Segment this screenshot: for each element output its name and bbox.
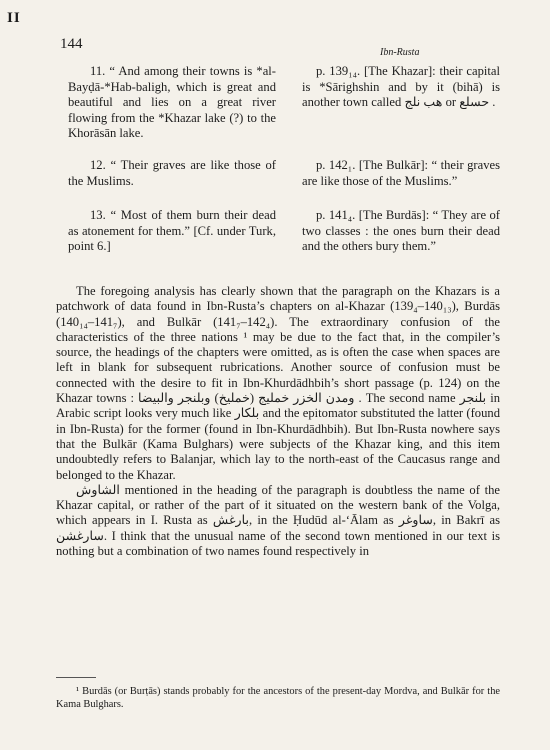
margin-mark: II [7, 10, 21, 26]
comparison-right-13: p. 141₄. [The Burdās]: “ They are of two classes : the ones burn their dead and the others bury them.” [302, 208, 500, 253]
comparison-left-12: 12. “ Their graves are like those of the Muslims. [68, 158, 276, 188]
paragraph-analysis: The foregoing analysis has clearly shown that the paragraph on the Khazars is a patchwork of data found in Ibn-Rusta’s chapters on al-Khazar (139₄–140₁₃), Burdās (140₁₄–141₇), and Bulkār (141₇–142₄). The extraordinary confusion of the characteristics of the three nations ¹ may be due to the fact that, in the compiler’s source, the headings of the chapters were omitted, as is often the case when spaces are left in blank for subsequent rubrications. Another source of confusion must be connected with the desire to fit in Ibn-Khurdādhbih’s short passage (p. 124) on the Khazar towns : ومدن الخزر خمليج (خمليخ) وبلنجر والبيضا . The second name بلنجر in Arabic script looks very much like بلكار and the epitomator substituted the latter (found in Ibn-Rusta) for the former (found in Ibn-Khurdādhbih). But Ibn-Rusta nowhere says that the Bulkār (Kama Bulghars) were subjects of the Khazar king, and this item undoubtedly refers to Balanjar, which lay to the north-east of the Caucasus range and belonged to the Khazar. [56, 284, 500, 482]
comparison-left-11: 11. “ And among their towns is *al-Bayḍā-*Hab-baligh, which is great and beautiful and lies on a great river flowing from the *Khazar lake (?) to the Khorāsān lake. [68, 64, 276, 140]
footnote-rule [56, 677, 96, 678]
paragraph-capital: الشاوش mentioned in the heading of the paragraph is doubtless the name of the Khazar capital, or rather of the part of it situated on the western bank of the Volga, which appears in I. Rusta as بارغش, in the Ḥudūd al-‘Ālam as ساوغر, in Bakrī as سارغشن. I think that the unusual name of the second town mentioned in our text is nothing but a combination of two names found respectively in [56, 482, 500, 559]
page-number: 144 [60, 36, 83, 52]
comparison-left-13: 13. “ Most of them burn their dead as atonement for them.” [Cf. under Turk, point 6.] [68, 208, 276, 253]
comparison-right-12: p. 142₁. [The Bulkār]: “ their graves are like those of the Muslims.” [302, 158, 500, 188]
comparison-right-11: p. 139₁₄. [The Khazar]: their capital is *Sārighshin and by it (bihā) is another town called هب نلج or حسلع . [302, 64, 500, 109]
body-text [56, 284, 500, 559]
footnote [56, 685, 500, 711]
column-header: Ibn-Rusta [380, 47, 420, 58]
footnote-text: ¹ Burdās (or Burṭās) stands probably for the ancestors of the present-day Mordva, and Bulkār for the Kama Bulghars. [56, 686, 500, 710]
